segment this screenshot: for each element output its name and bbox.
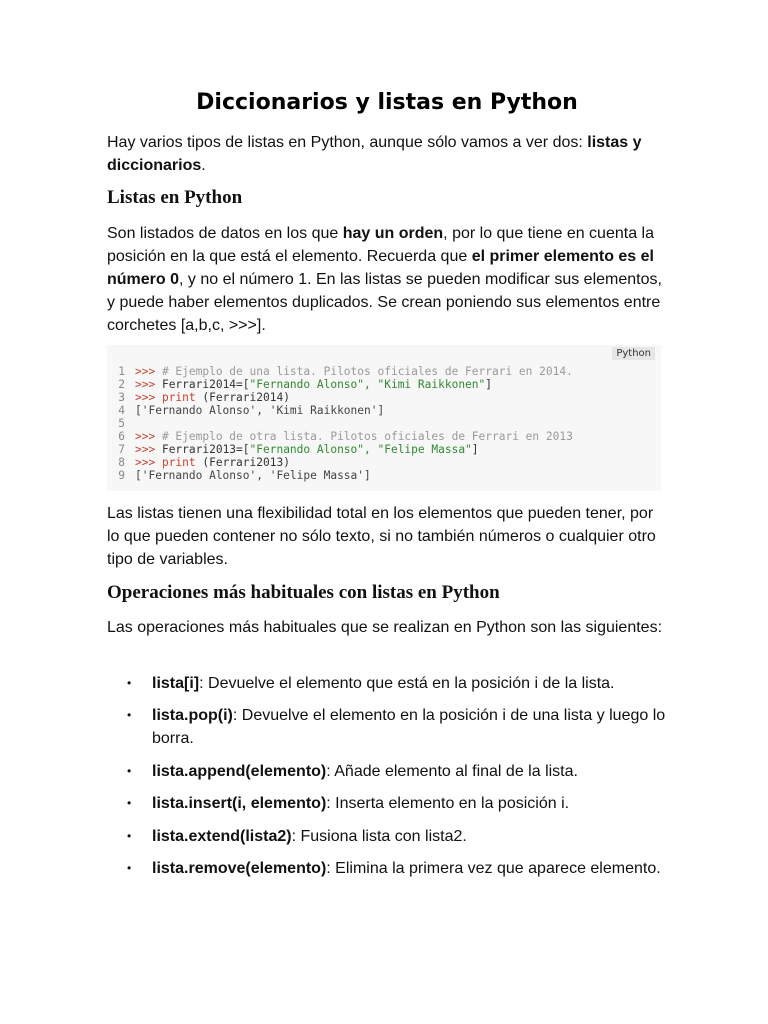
code-n: 3 — [118, 391, 125, 404]
operation-name: lista.pop(i) — [152, 707, 233, 724]
code-kw: print — [161, 391, 196, 404]
code-prompt: >>> — [135, 456, 162, 469]
code-n: 9 — [118, 469, 125, 482]
operation-name: lista.insert(i, elemento) — [152, 795, 327, 812]
bullet-icon: • — [127, 796, 132, 810]
bullet-icon: • — [127, 829, 132, 843]
operation-name: lista.remove(elemento) — [152, 860, 327, 877]
code-plain: (Ferrari2014) — [195, 391, 290, 404]
bullet-icon: • — [127, 764, 132, 778]
bullet-icon: • — [127, 676, 132, 690]
operation-desc: : Inserta elemento en la posición i. — [326, 795, 570, 812]
code-prompt: >>> — [135, 430, 162, 443]
listas-text-3: , y no el número 1. En las listas se pueden modificar sus elementos, y puede haber elementos duplicados. Se crean poniendo sus elementos entre corchetes [a,b,c, >>>]. — [107, 271, 662, 334]
listas-text-1: Son listados de datos en los que — [107, 225, 343, 242]
code-line — [107, 443, 479, 456]
code-line — [107, 430, 573, 443]
code-block — [107, 345, 661, 491]
operation-name: lista.extend(lista2) — [152, 828, 292, 845]
code-n: 6 — [118, 430, 125, 443]
operaciones-intro: Las operaciones más habituales que se realizan en Python son las siguientes: — [107, 619, 663, 636]
intro-paragraph — [107, 131, 663, 177]
intro-text: Hay varios tipos de listas en Python, aunque sólo vamos a ver dos: — [107, 134, 588, 151]
code-line — [107, 391, 290, 404]
code-kw: print — [161, 456, 196, 469]
operation-desc: : Fusiona lista con lista2. — [291, 828, 467, 845]
operation-name: lista[i] — [152, 675, 200, 692]
code-n: 5 — [118, 417, 125, 430]
code-line — [107, 456, 290, 469]
operation-name: lista.append(elemento) — [152, 763, 327, 780]
code-plain: Ferrari2014=[ — [161, 378, 250, 391]
code-plain2: ] — [485, 378, 493, 391]
bullet-icon: • — [127, 861, 132, 875]
page-title: Diccionarios y listas en Python — [196, 90, 578, 115]
listas-paragraph — [107, 222, 663, 337]
intro-end: . — [201, 157, 206, 174]
code-comment: # Ejemplo de otra lista. Pilotos oficiales de Ferrari en 2013 — [161, 430, 573, 443]
code-comment: # Ejemplo de una lista. Pilotos oficiales de Ferrari en 2014. — [161, 365, 573, 378]
listas-bold-1: hay un orden — [342, 225, 444, 242]
flexibility-paragraph: Las listas tienen una flexibilidad total en los elementos que pueden tener, por lo que pueden contener no sólo texto, si no también números o cualquier otro tipo de variables. — [107, 505, 656, 568]
code-plain: (Ferrari2013) — [195, 456, 290, 469]
code-n: 7 — [118, 443, 125, 456]
operation-desc: : Devuelve el elemento en la posición i de una lista y luego lo borra. — [152, 707, 666, 747]
intro-bold: listas y diccionarios — [107, 134, 642, 174]
code-line — [107, 365, 573, 378]
code-prompt: >>> — [135, 391, 162, 404]
code-n: 2 — [118, 378, 125, 391]
code-n: 8 — [118, 456, 125, 469]
code-str: "Fernando Alonso", "Felipe Massa" — [249, 443, 472, 456]
bullet-icon: • — [127, 708, 132, 722]
code-prompt: >>> — [135, 365, 162, 378]
operation-desc: : Elimina la primera vez que aparece elemento. — [326, 860, 661, 877]
code-n: 1 — [118, 365, 125, 378]
code-line — [107, 378, 492, 391]
operation-desc: : Devuelve el elemento que está en la posición i de la lista. — [199, 675, 615, 692]
code-line — [107, 404, 384, 417]
code-str: "Fernando Alonso", "Kimi Raikkonen" — [249, 378, 486, 391]
code-plain: Ferrari2013=[ — [161, 443, 250, 456]
code-prompt: >>> — [135, 378, 162, 391]
code-plain2: ] — [471, 443, 479, 456]
listas-text-2: , por lo que tiene en cuenta la posición en la que está el elemento. Recuerda que — [107, 225, 654, 265]
code-n: 4 — [118, 404, 125, 417]
section-heading-operaciones: Operaciones más habituales con listas en Python — [107, 582, 500, 603]
code-language-label: Python — [612, 347, 655, 360]
code-out: ['Fernando Alonso', 'Kimi Raikkonen'] — [135, 404, 385, 417]
code-prompt: >>> — [135, 443, 162, 456]
section-heading-listas: Listas en Python — [107, 187, 243, 208]
operation-desc: : Añade elemento al final de la lista. — [326, 763, 578, 780]
code-line — [107, 417, 135, 430]
code-out: ['Fernando Alonso', 'Felipe Massa'] — [135, 469, 371, 482]
listas-bold-2: el primer elemento es el número 0 — [107, 248, 654, 288]
code-line — [107, 469, 371, 482]
